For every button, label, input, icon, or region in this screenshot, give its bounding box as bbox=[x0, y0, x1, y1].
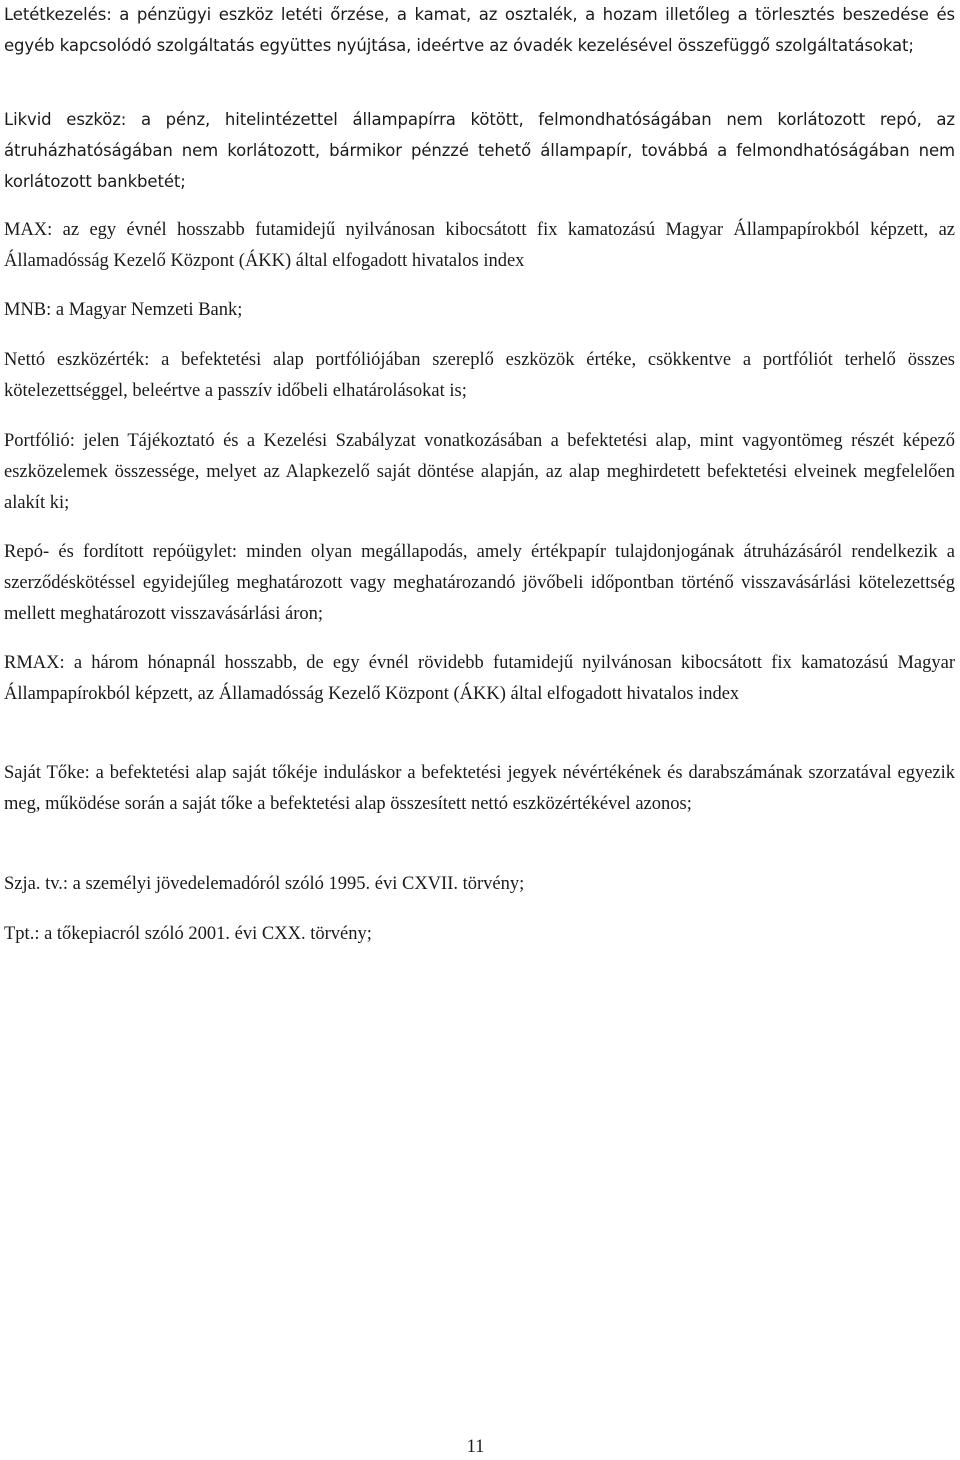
definition-tpt: Tpt.: a tőkepiacról szóló 2001. évi CXX. törvény; bbox=[4, 924, 372, 944]
definition-letetkezeles: Letétkezelés: a pénzügyi eszköz letéti őrzése, a kamat, az osztalék, a hozam illetőleg a törlesztés beszedése és egyéb kapcsolódó szolgáltatás együttes nyújtása, ideértve az óvadék kezelésével összefüggő szolgáltatásokat; bbox=[4, 5, 955, 55]
definition-sajat-toke: Saját Tőke: a befektetési alap saját tőkéje induláskor a befektetési jegyek névértékének és darabszámának szorzatával egyezik meg, működése során a saját tőke a befektetési alap összesített nettó eszközértékével azonos; bbox=[4, 763, 955, 814]
definition-repo: Repó- és fordított repóügylet: minden olyan megállapodás, amely értékpapír tulajdonjogának átruházásáról rendelkezik a szerződéskötéssel egyidejűleg meghatározott vagy meghatározandó jövőbeli időpontban történő visszavásárlási kötelezettség mellett meghatározott visszavásárlási áron; bbox=[4, 542, 955, 624]
definition-netto-eszkozertek: Nettó eszközérték: a befektetési alap portfóliójában szereplő eszközök értéke, csökkentve a portfóliót terhelő összes kötelezettséggel, beleértve a passzív időbeli elhatárolásokat is; bbox=[4, 350, 955, 401]
definition-max: MAX: az egy évnél hosszabb futamidejű nyilvánosan kibocsátott fix kamatozású Magyar Állampapírokból képzett, az Államadósság Kezelő Központ (ÁKK) által elfogadott hivatalos index bbox=[4, 220, 955, 271]
definition-szja-tv: Szja. tv.: a személyi jövedelemadóról szóló 1995. évi CXVII. törvény; bbox=[4, 874, 525, 894]
page-number: 11 bbox=[466, 1437, 485, 1457]
definition-mnb: MNB: a Magyar Nemzeti Bank; bbox=[4, 300, 243, 320]
definition-portfolio: Portfólió: jelen Tájékoztató és a Kezelési Szabályzat vonatkozásában a befektetési alap, mint vagyontömeg részét képező eszközelemek összessége, melyet az Alapkezelő saját döntése alapján, az alap meghirdetett befektetési elveinek megfelelően alakít ki; bbox=[4, 431, 955, 513]
document-page bbox=[4, 0, 955, 1460]
definition-likvid-eszkoz: Likvid eszköz: a pénz, hitelintézettel állampapírra kötött, felmondhatóságában nem korlátozott repó, az átruházhatóságában nem korlátozott, bármikor pénzzé tehető állampapír, továbbá a felmondhatóságában nem korlátozott bankbetét; bbox=[4, 110, 955, 191]
definition-rmax: RMAX: a három hónapnál hosszabb, de egy évnél rövidebb futamidejű nyilvánosan kibocsátott fix kamatozású Magyar Állampapírokból képzett, az Államadósság Kezelő Központ (ÁKK) által elfogadott hivatalos index bbox=[4, 653, 955, 704]
